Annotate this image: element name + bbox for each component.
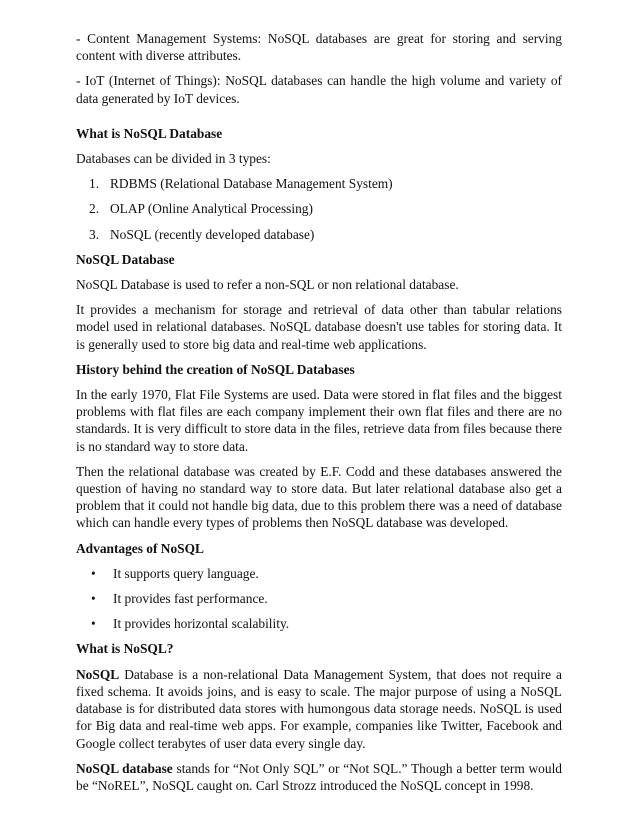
list-item: • It provides fast performance. [91,591,268,607]
bullet-icon: • [91,616,96,632]
intro-paragraph-iot: - IoT (Internet of Things): NoSQL databases can handle the high volume and variety of data generated by IoT devices. [76,73,562,106]
list-item: 1. RDBMS (Relational Database Management System) [89,176,393,192]
database-types-list [76,175,562,243]
list-item: • It supports query language. [91,565,259,581]
history-paragraph-1: In the early 1970, Flat File Systems are used. Data were stored in flat files and the biggest problems with flat files are each company implement their own flat files and there are no standards. It is very difficult to store data in the files, retrieve data from files because there is no standard way to store data. [76,387,562,454]
heading-advantages: Advantages of NoSQL [76,540,204,556]
what-is-nosql-paragraph-1: NoSQL Database is a non-relational Data Management System, that does not require a fixed schema. It avoids joins, and is easy to scale. The major purpose of using a NoSQL database is for distributed data stores with humongous data storage needs. NoSQL is used for Big data and real-time web apps. For example, companies like Twitter, Facebook and Google collect terabytes of user data every single day. [76,666,562,751]
nosql-database-paragraph-2: It provides a mechanism for storage and retrieval of data other than tabular relations model used in relational databases. NoSQL database doesn't use tables for storing data. It is generally used to store big data and real-time web applications. [76,302,562,352]
heading-what-is-nosql: What is NoSQL? [76,641,174,657]
list-item: 2. OLAP (Online Analytical Processing) [89,201,313,217]
database-types-lead: Databases can be divided in 3 types: [76,151,271,167]
list-item: • It provides horizontal scalability. [91,616,290,632]
list-item: 3. NoSQL (recently developed database) [89,226,315,242]
history-paragraph-2: Then the relational database was created by E.F. Codd and these databases answered the question of having no standard way to store data. But later relational database also get a problem that it could not handle big data, due to this problem there was a need of database which can handle every types of problems then NoSQL database was developed. [76,463,562,531]
intro-paragraph-cms: - Content Management Systems: NoSQL databases are great for storing and serving content with diverse attributes. [76,31,562,64]
heading-nosql-database: NoSQL Database [76,251,175,267]
heading-what-is-nosql-database: What is NoSQL Database [76,125,223,141]
heading-history: History behind the creation of NoSQL Databases [76,361,355,377]
what-is-nosql-paragraph-2: NoSQL database stands for “Not Only SQL” or “Not SQL.” Though a better term would be “NoREL”, NoSQL caught on. Carl Strozz introduced the NoSQL concept in 1998. [76,760,562,793]
bullet-icon: • [91,565,96,581]
bullet-icon: • [91,591,96,607]
advantages-list [76,565,562,633]
nosql-database-paragraph-1: NoSQL Database is used to refer a non-SQL or non relational database. [76,277,459,293]
